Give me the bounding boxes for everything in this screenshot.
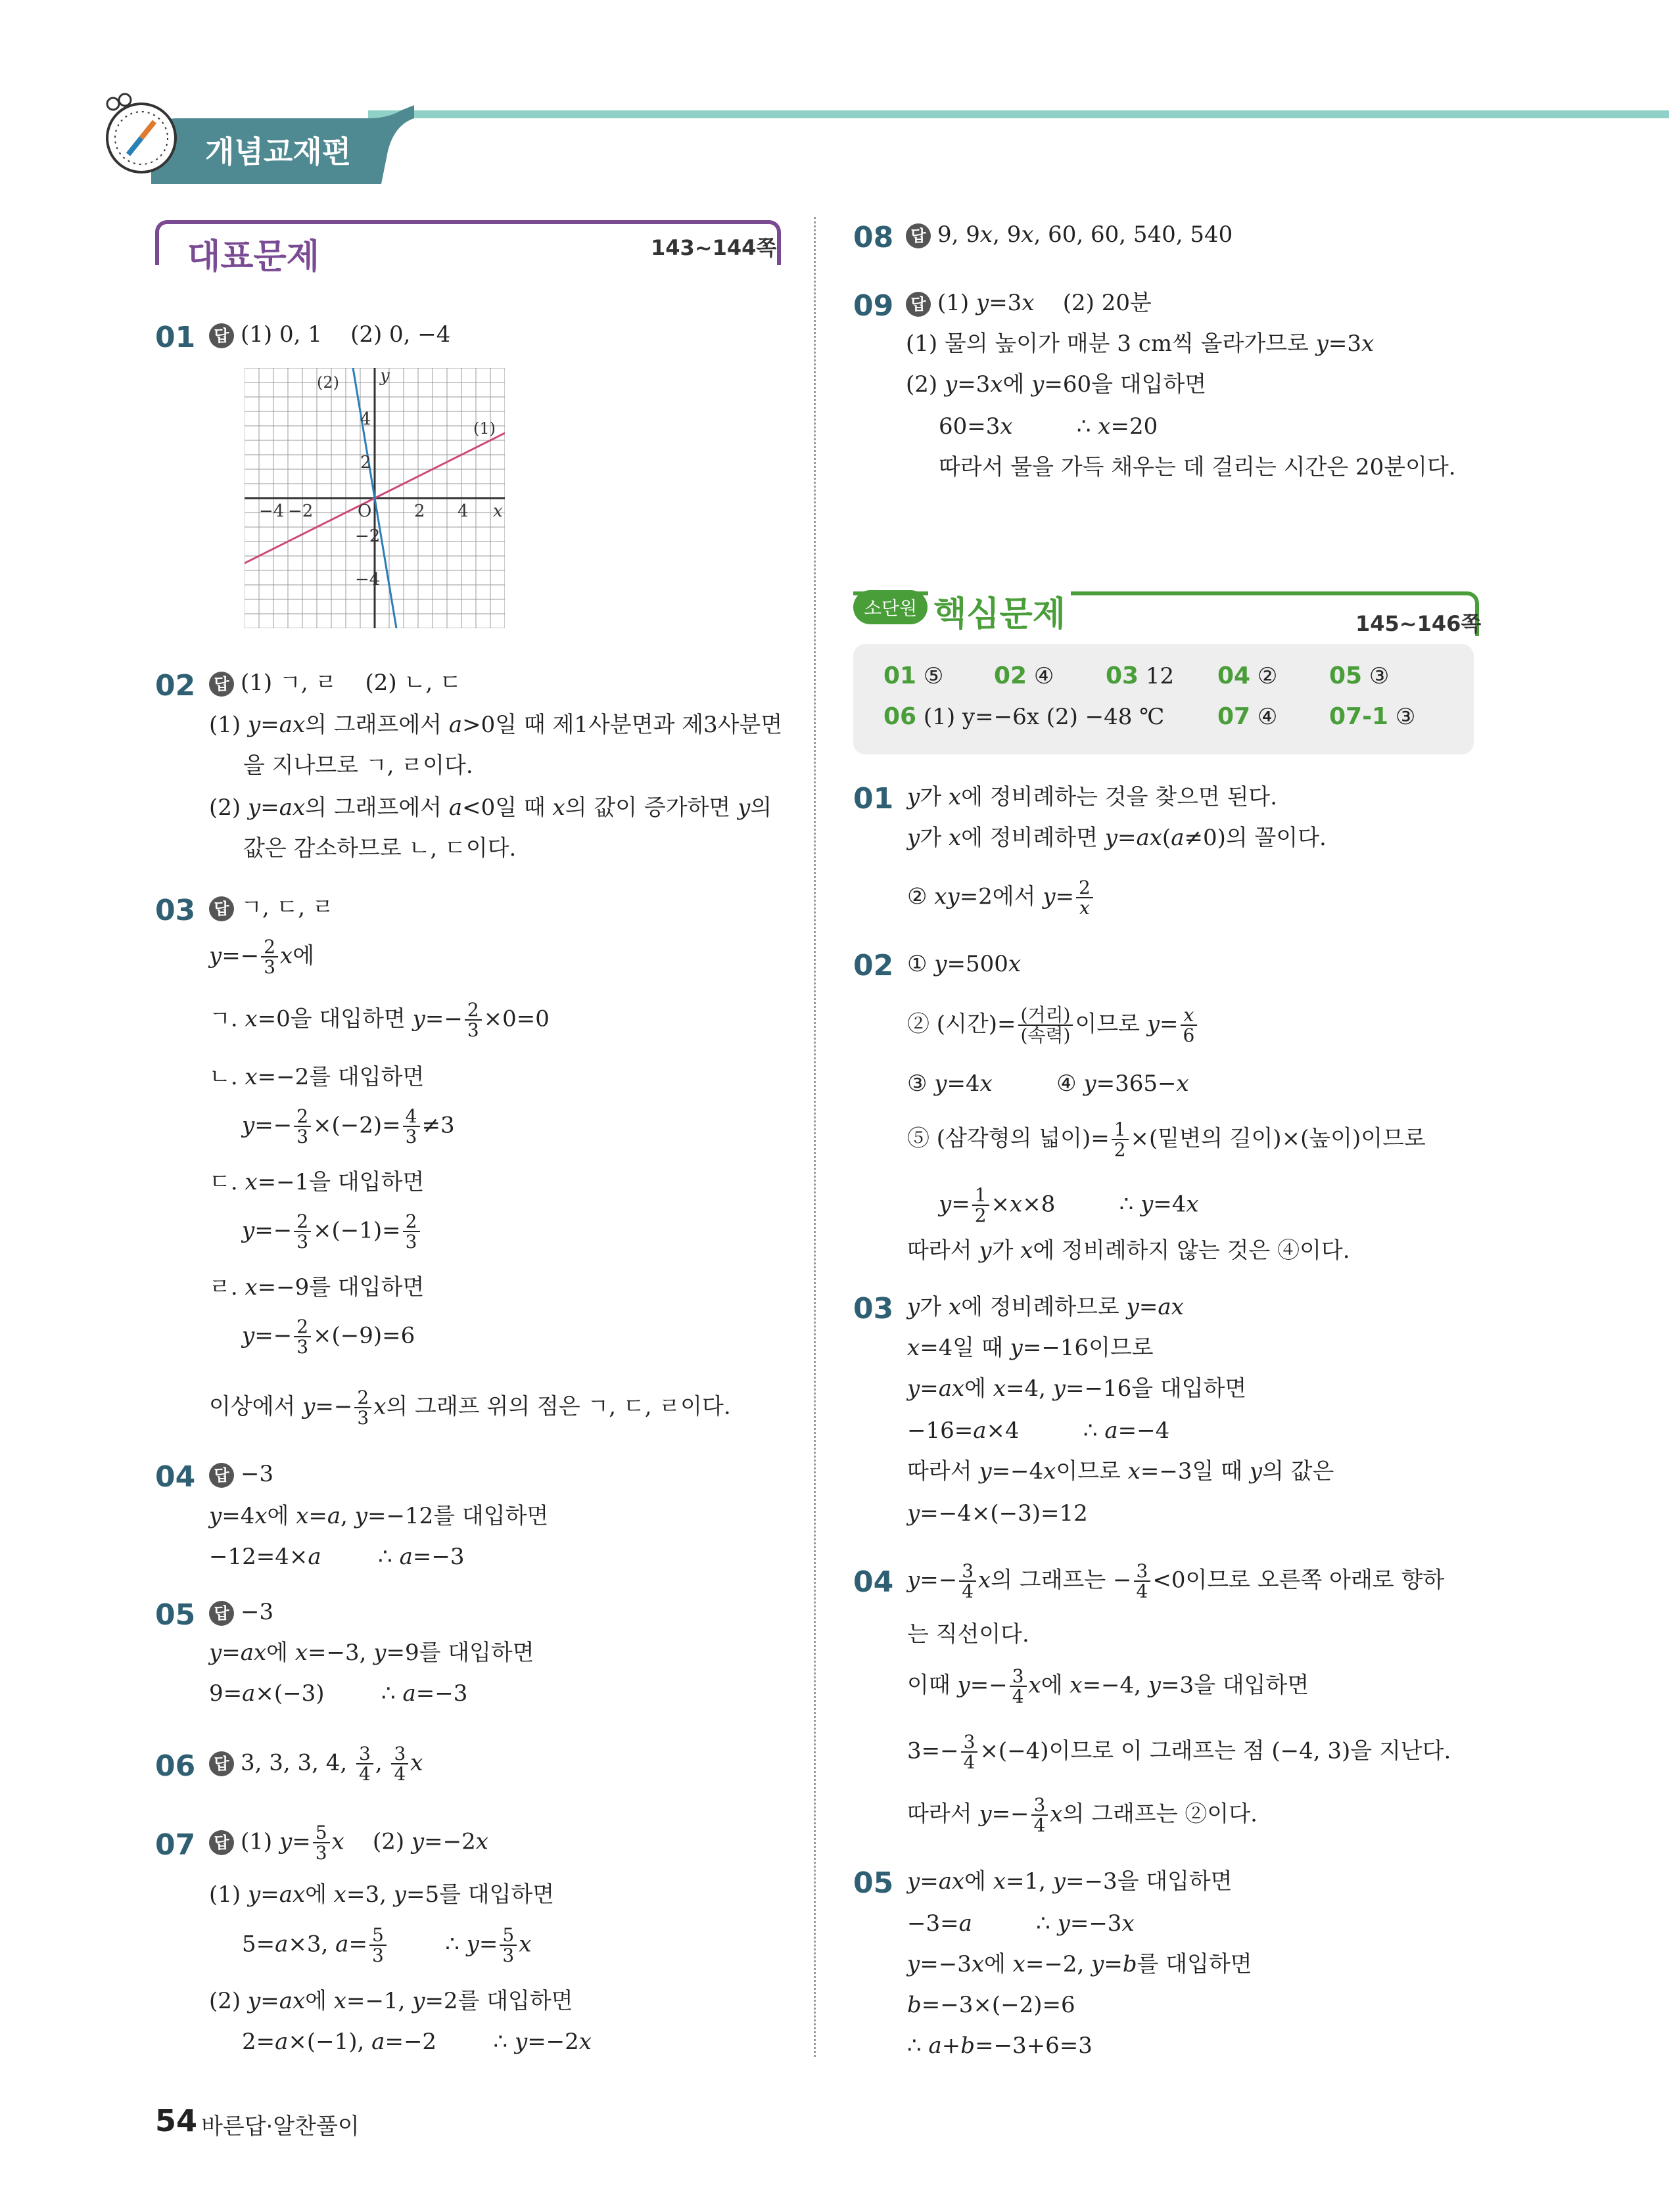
column-divider (814, 217, 816, 2057)
problem-07-line: (1) y=ax에 x=3, y=5를 대입하면 (209, 1881, 555, 1908)
problem-03-answer: 답 ㄱ, ㄷ, ㄹ (209, 896, 334, 921)
problem-06-number: 06 (155, 1749, 196, 1783)
problem-09-line: 따라서 물을 가득 채우는 데 걸리는 시간은 20분이다. (939, 454, 1456, 480)
problem-08-number: 08 (853, 221, 894, 254)
problem-02-line: 값은 감소하므로 ㄴ, ㄷ이다. (243, 835, 517, 862)
svg-text:−2: −2 (288, 501, 314, 521)
answer-icon: 답 (906, 292, 931, 317)
core-03-line: y가 x에 정비례하므로 y=ax (907, 1294, 1184, 1320)
problem-04-line: y=4x에 x=a, y=−12를 대입하면 (209, 1503, 549, 1529)
core-02-line: ⑤ (삼각형의 넓이)= $\frac{1}{2}$ ×(밑변의 길이)×(높이)이므로 (907, 1118, 1426, 1161)
svg-text:O: O (358, 501, 372, 521)
left-section-pages: 143~144쪽 (651, 235, 777, 260)
svg-text:4: 4 (458, 501, 469, 521)
core-04-line: 이때 y=− $\frac{3}{4}$ x에 x=−4, y=3을 대입하면 (907, 1665, 1309, 1708)
core-02-line: 따라서 y가 x에 정비례하지 않는 것은 ④이다. (907, 1237, 1350, 1264)
problem-02-answer: 답 (1) ㄱ, ㄹ (2) ㄴ, ㄷ (209, 672, 461, 697)
core-03-line: −16=a×4 ∴ a=−4 (907, 1417, 1170, 1444)
right-section-pages: 145~146쪽 (1355, 611, 1482, 636)
key-answer-item: 04 ② (1217, 662, 1278, 689)
problem-03-number: 03 (155, 894, 196, 927)
problem-03-line: y=− $\frac{2}{3}$ ×(−9)=6 (242, 1316, 415, 1358)
answer-icon: 답 (209, 1463, 234, 1488)
core-04-line: 는 직선이다. (907, 1621, 1029, 1647)
core-01-line: y가 x에 정비례하는 것을 찾으면 된다. (907, 784, 1278, 810)
svg-text:2: 2 (360, 453, 371, 472)
problem-03-line: y=− $\frac{2}{3}$ ×(−2)= $\frac{4}{3}$ ≠3 (242, 1105, 455, 1148)
header-bar (368, 110, 1669, 118)
core-05-number: 05 (853, 1866, 894, 1900)
core-05-line: y=ax에 x=1, y=−3을 대입하면 (907, 1868, 1233, 1895)
problem-09-line: (1) 물의 높이가 매분 3 cm씩 올라가므로 y=3x (906, 331, 1375, 357)
right-section-title: 핵심문제 (928, 586, 1071, 635)
core-04-line: 따라서 y=− $\frac{3}{4}$ x의 그래프는 ②이다. (907, 1794, 1258, 1837)
svg-text:−4: −4 (259, 501, 285, 521)
answer-icon: 답 (209, 1830, 234, 1855)
problem-04-line: −12=4×a ∴ a=−3 (209, 1544, 465, 1570)
problem-09-answer: 답 (1) y=3x (2) 20분 (906, 292, 1152, 317)
core-03-line: y=−4×(−3)=12 (907, 1500, 1088, 1527)
core-03-line: x=4일 때 y=−16이므로 (907, 1335, 1154, 1361)
svg-text:2: 2 (414, 501, 425, 521)
svg-text:−2: −2 (355, 526, 381, 546)
problem-03-line: ㄴ. x=−2를 대입하면 (209, 1064, 425, 1090)
key-answer-box (853, 644, 1474, 754)
problem-09-line: (2) y=3x에 y=60을 대입하면 (906, 371, 1207, 398)
problem-04-answer: 답 −3 (209, 1463, 273, 1488)
key-answer-item: 02 ④ (994, 662, 1054, 689)
problem-01-number: 01 (155, 321, 196, 354)
svg-text:y: y (380, 368, 390, 386)
core-02-line: ② (시간)= $\frac{\text{(거리)}}{\text{(속력)}}$ 이므로 y= $\frac{x}{6}$ (907, 1005, 1199, 1046)
svg-text:4: 4 (360, 409, 371, 429)
answer-icon: 답 (209, 672, 234, 697)
problem-07-number: 07 (155, 1828, 196, 1862)
left-section-title: 대표문제 (181, 229, 326, 278)
core-04-line: 3=− $\frac{3}{4}$ ×(−4)이므로 이 그래프는 점 (−4, 3)을 지난다. (907, 1731, 1451, 1774)
problem-02-line: (2) y=ax의 그래프에서 a<0일 때 x의 값이 증가하면 y의 (209, 795, 772, 821)
svg-text:−4: −4 (355, 570, 381, 589)
problem-09-number: 09 (853, 289, 894, 323)
problem-07-line: 5=a×3, a= $\frac{5}{3}$ ∴ y= $\frac{5}{3}$ x (242, 1924, 532, 1967)
core-02-line: ① y=500x (907, 951, 1022, 977)
right-section-tag: 소단원 (853, 590, 928, 624)
core-04-line: y=− $\frac{3}{4}$ x의 그래프는 − $\frac{3}{4}$ <0이므로 오른쪽 아래로 향하 (907, 1560, 1445, 1603)
answer-icon: 답 (209, 1601, 234, 1626)
problem-02-line: 을 지나므로 ㄱ, ㄹ이다. (243, 752, 473, 779)
problem-05-answer: 답 −3 (209, 1601, 273, 1626)
problem-04-number: 04 (155, 1460, 196, 1494)
key-answer-item: 07 ④ (1217, 703, 1278, 730)
footer-title: 바른답·알찬풀이 (201, 2113, 360, 2140)
key-answer-item: 06 (1) y=−6x (2) −48 ℃ (883, 703, 1165, 730)
core-02-line: y= $\frac{1}{2}$ ×x×8 ∴ y=4x (939, 1184, 1199, 1227)
key-answer-item: 05 ③ (1329, 662, 1390, 689)
answer-icon: 답 (209, 323, 234, 348)
problem-02-number: 02 (155, 669, 196, 703)
svg-text:x: x (493, 501, 503, 521)
problem-07-line: (2) y=ax에 x=−1, y=2를 대입하면 (209, 1988, 573, 2014)
key-answer-item: 07-1 ③ (1329, 703, 1416, 730)
core-03-line: y=ax에 x=4, y=−16을 대입하면 (907, 1375, 1247, 1402)
core-01-line: y가 x에 정비례하면 y=ax(a≠0)의 꼴이다. (907, 825, 1327, 851)
core-05-line: −3=a ∴ y=−3x (907, 1910, 1135, 1937)
header-badge: 개념교재편 (205, 134, 352, 170)
problem-05-line: y=ax에 x=−3, y=9를 대입하면 (209, 1640, 534, 1666)
core-05-line: ∴ a+b=−3+6=3 (907, 2033, 1093, 2059)
problem-03-line: ㄷ. x=−1을 대입하면 (209, 1169, 425, 1195)
problem-07-line: 2=a×(−1), a=−2 ∴ y=−2x (242, 2029, 592, 2055)
problem-03-line: ㄹ. x=−9를 대입하면 (209, 1274, 425, 1301)
problem-06-answer: 답 3, 3, 3, 4, $\frac{3}{4}$ , $\frac{3}{4}$ x (209, 1744, 423, 1784)
core-03-number: 03 (853, 1292, 894, 1325)
core-01-line: ② xy=2에서 y= $\frac{2}{x}$ (907, 878, 1095, 918)
core-03-line: 따라서 y=−4x이므로 x=−3일 때 y의 값은 (907, 1458, 1334, 1485)
answer-icon: 답 (209, 1751, 234, 1776)
core-04-number: 04 (853, 1565, 894, 1599)
problem-03-line: y=− $\frac{2}{3}$ ×(−1)= $\frac{2}{3}$ (242, 1212, 422, 1252)
footer-page-number: 54 (155, 2103, 198, 2138)
problem-05-line: 9=a×(−3) ∴ a=−3 (209, 1680, 468, 1707)
core-02-number: 02 (853, 949, 894, 982)
problem-03-line: 이상에서 y=− $\frac{2}{3}$ x의 그래프 위의 점은 ㄱ, ㄷ, ㄹ이다. (209, 1387, 731, 1429)
problem-08-answer: 답 9, 9x, 9x, 60, 60, 540, 540 (906, 223, 1233, 248)
key-answer-item: 03 12 (1106, 662, 1175, 689)
stopwatch-icon (99, 92, 184, 177)
key-answer-item: 01 ⑤ (883, 662, 944, 689)
problem-02-line: (1) y=ax의 그래프에서 a>0일 때 제1사분면과 제3사분면 (209, 712, 783, 738)
svg-text:(2): (2) (317, 373, 339, 392)
problem-01-answer: 답 (1) 0, 1 (2) 0, −4 (209, 323, 450, 348)
problem-07-answer: 답 (1) y= $\frac{5}{3}$ x (2) y=−2x (209, 1823, 488, 1863)
coordinate-graph (245, 368, 505, 628)
core-05-line: b=−3×(−2)=6 (907, 1992, 1075, 2018)
answer-icon: 답 (209, 896, 234, 921)
problem-03-line: y=− $\frac{2}{3}$ x에 (209, 936, 315, 979)
core-01-number: 01 (853, 782, 894, 816)
core-05-line: y=−3x에 x=−2, y=b를 대입하면 (907, 1951, 1252, 1977)
svg-text:(1): (1) (473, 419, 496, 438)
problem-05-number: 05 (155, 1598, 196, 1632)
problem-03-line: ㄱ. x=0을 대입하면 y=− $\frac{2}{3}$ ×0=0 (209, 999, 550, 1042)
problem-09-line: 60=3x ∴ x=20 (939, 413, 1158, 440)
core-02-line: ③ y=4x ④ y=365−x (907, 1071, 1189, 1097)
answer-icon: 답 (906, 223, 931, 248)
